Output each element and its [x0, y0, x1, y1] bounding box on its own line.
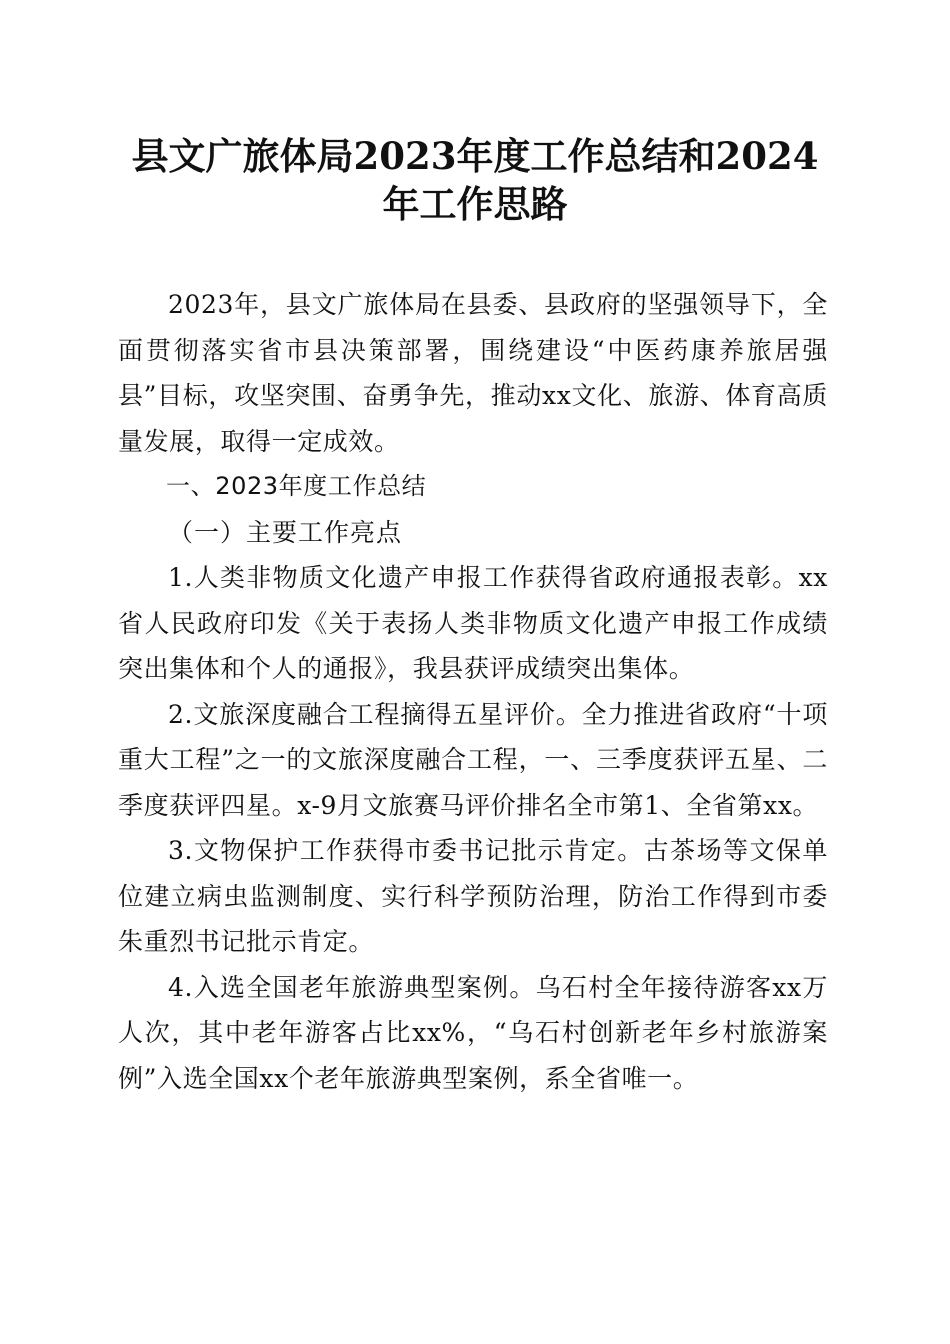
intro-paragraph: 2023年，县文广旅体局在县委、县政府的坚强领导下，全面贯彻落实省市县决策部署，围绕建设“中医药康养旅居强县”目标，攻坚突围、奋勇争先，推动xx文化、旅游、体育高质量发展，取得一定成效。 — [118, 290, 828, 456]
document-body — [118, 282, 828, 1101]
highlight-item-3: 3.文物保护工作获得市委书记批示肯定。古茶场等文保单位建立病虫监测制度、实行科学预防治理，防治工作得到市委朱重烈书记批示肯定。 — [118, 836, 828, 956]
subsection-heading: （一）主要工作亮点 — [168, 517, 403, 547]
section-heading: 一、2023年度工作总结 — [166, 472, 427, 500]
document-title: 县文广旅体局2023年度工作总结和2024年工作思路 — [131, 134, 819, 226]
highlight-item-2: 2.文旅深度融合工程摘得五星评价。全力推进省政府“十项重大工程”之一的文旅深度融合工程，一、三季度获评五星、二季度获评四星。x-9月文旅赛马评价排名全市第1、全省第xx。 — [118, 699, 828, 820]
highlight-item-4: 4.入选全国老年旅游典型案例。乌石村全年接待游客xx万人次，其中老年游客占比xx%，“乌石村创新老年乡村旅游案例”入选全国xx个老年旅游典型案例，系全省唯一。 — [118, 972, 828, 1093]
highlight-item-1: 1.人类非物质文化遗产申报工作获得省政府通报表彰。xx省人民政府印发《关于表扬人类非物质文化遗产申报工作成绩突出集体和个人的通报》，我县获评成绩突出集体。 — [118, 563, 828, 683]
